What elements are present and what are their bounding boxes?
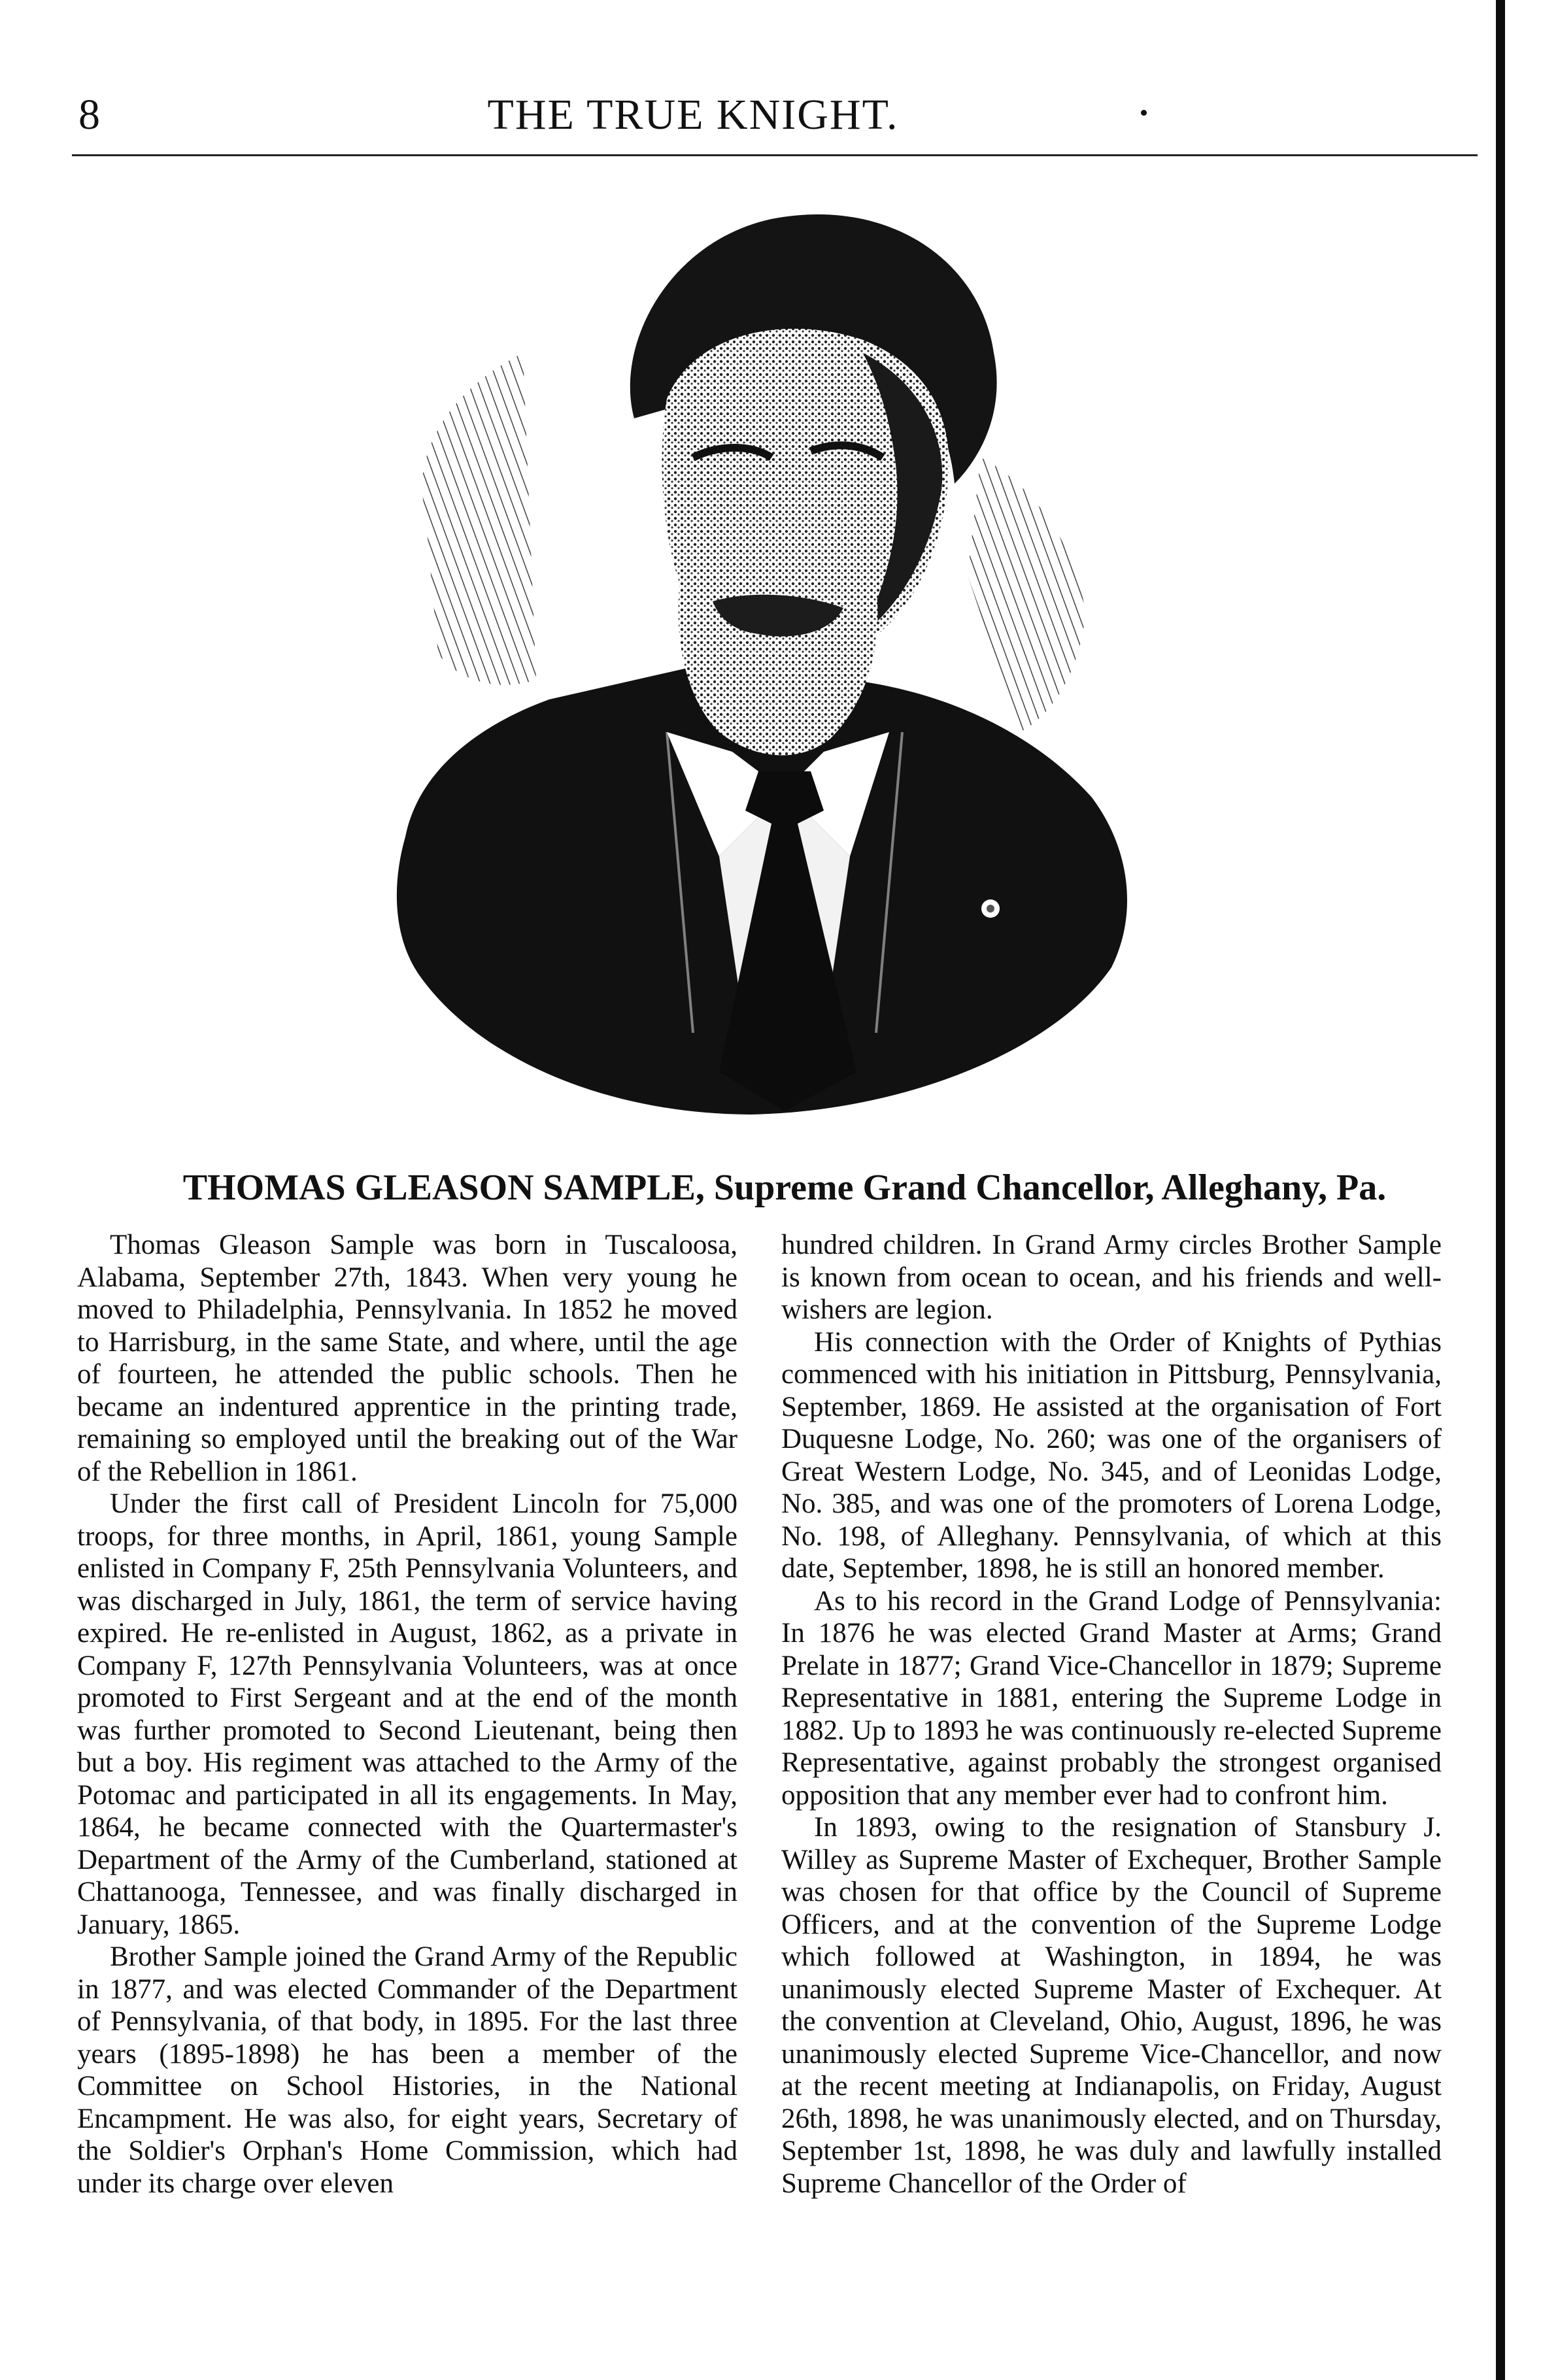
right-margin-rule (1496, 0, 1505, 2380)
article-left-column (77, 1229, 737, 2200)
portrait-caption: THOMAS GLEASON SAMPLE, Supreme Grand Chancellor, Alleghany, Pa. (182, 1167, 1387, 1208)
paragraph: Brother Sample joined the Grand Army of the Republic in 1877, and was elected Commander of the Department of Pennsylvania, of that body, in 1895. For the last three years (1895-1898) he has been a member of the Committee on School Histories, in the National Encampment. He was also, for eight years, Secretary of the Soldier's Orphan's Home Commission, which had under its charge over eleven (77, 1941, 737, 2199)
ornament-dot (1141, 110, 1147, 116)
header-rule (72, 154, 1478, 156)
portrait-engraving (327, 183, 1196, 1144)
article-right-column (781, 1229, 1442, 2200)
paragraph: His connection with the Order of Knights of Pythias commenced with his initiation in Pittsburg, Pennsylvania, September, 1869. He assisted at the organisation of Fort Duquesne Lodge, No. 260; was one of the organisers of Great Western Lodge, No. 345, and of Leonidas Lodge, No. 385, and was one of the promoters of Lorena Lodge, No. 198, of Alleghany. Pennsylvania, of which at this date, September, 1898, he is still an honored member. (781, 1326, 1442, 1584)
running-head (0, 78, 1295, 150)
paragraph: Under the first call of President Lincoln for 75,000 troops, for three months, in April, 1861, young Sample enlisted in Company F, 25th Pennsylvania Volunteers, and was discharged in July, 1861, the term of service having expired. He re-enlisted in August, 1862, as a private in Company F, 127th Pennsylvania Volunteers, was at once promoted to First Sergeant and at the end of the month was further promoted to Second Lieutenant, being then but a boy. His regiment was attached to the Army of the Potomac and participated in all its engagements. In May, 1864, he became connected with the Quartermaster's Department of the Army of the Cumberland, stationed at Chattanooga, Tennessee, and was finally discharged in January, 1865. (77, 1488, 737, 1940)
paragraph: hundred children. In Grand Army circles Brother Sample is known from ocean to ocean, and his friends and well-wishers are legion. (781, 1230, 1442, 1325)
paragraph: As to his record in the Grand Lodge of Pennsylvania: In 1876 he was elected Grand Master at Arms; Grand Prelate in 1877; Grand Vice-Chancellor in 1879; Supreme Representative in 1881, entering the Supreme Lodge in 1882. Up to 1893 he was continuously re-elected Supreme Representative, against probably the strongest organised opposition that any member ever had to confront him. (781, 1585, 1442, 1811)
paragraph: In 1893, owing to the resignation of Stansbury J. Willey as Supreme Master of Exchequer, Brother Sample was chosen for that office by the Council of Supreme Officers, and at the convention of the Supreme Lodge which followed at Washington, in 1894, he was unanimously elected Supreme Master of Exchequer. At the convention at Cleveland, Ohio, August, 1896, he was unanimously elected Supreme Vice-Chancellor, and now at the recent meeting at Indianapolis, on Friday, August 26th, 1898, he was unanimously elected, and on Thursday, September 1st, 1898, he was duly and lawfully installed Supreme Chancellor of the Order of (781, 1812, 1442, 2199)
page-number: 8 (78, 91, 100, 139)
journal-title: THE TRUE KNIGHT. (487, 91, 899, 139)
paragraph: Thomas Gleason Sample was born in Tuscaloosa, Alabama, September 27th, 1843. When very young he moved to Philadelphia, Pennsylvania. In 1852 he moved to Harrisburg, in the same State, and where, until the age of fourteen, he attended the public schools. Then he became an indentured apprentice in the printing trade, remaining so employed until the breaking out of the War of the Rebellion in 1861. (77, 1230, 737, 1487)
